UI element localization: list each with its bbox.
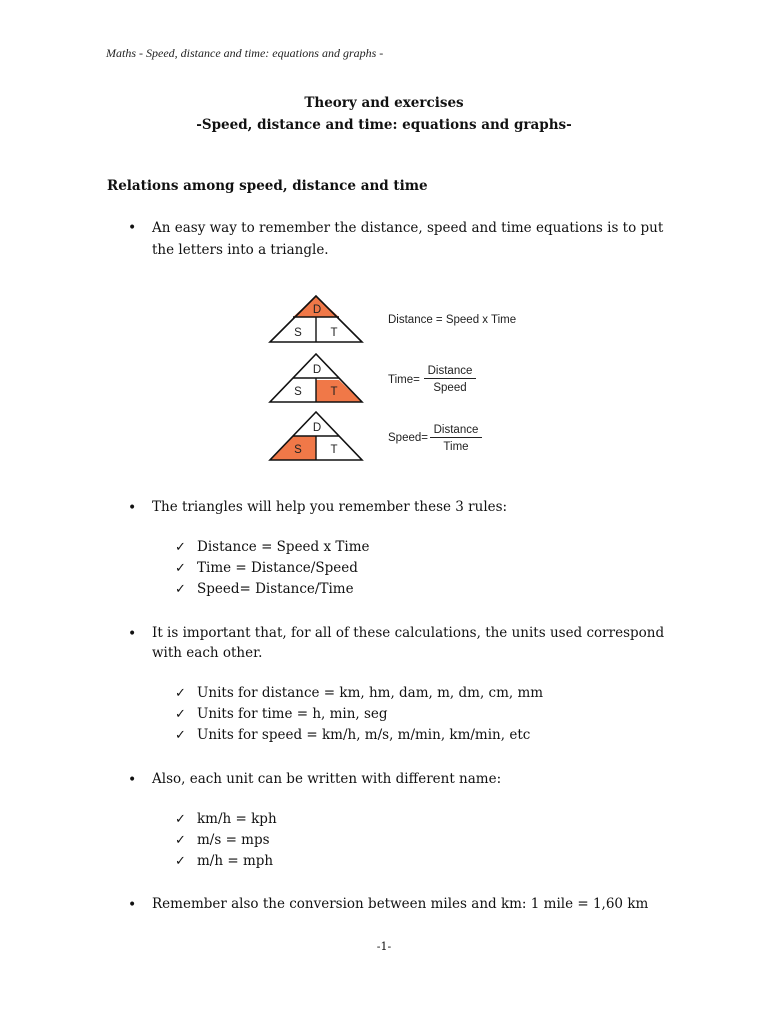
check-icon: ✓	[175, 561, 186, 576]
rule-item: Speed= Distance/Time	[197, 581, 354, 597]
bullet-1-line-2: the letters into a triangle.	[152, 242, 329, 258]
title-line-1: Theory and exercises	[304, 95, 464, 111]
tri2-d: D	[312, 364, 322, 376]
rule-item: Time = Distance/Speed	[197, 560, 358, 576]
tri2-s: S	[294, 386, 302, 398]
bullet-4-text: Also, each unit can be written with different name:	[152, 771, 502, 787]
equation-speed-denominator: Time	[443, 441, 469, 453]
bullet-marker: •	[128, 220, 137, 236]
equation-time-denominator: Speed	[433, 382, 467, 394]
tri3-s: S	[294, 444, 302, 456]
running-header: Maths - Speed, distance and time: equations and graphs -	[106, 46, 384, 60]
title-line-2: -Speed, distance and time: equations and graphs-	[196, 117, 572, 133]
check-icon: ✓	[175, 833, 186, 848]
check-icon: ✓	[175, 854, 186, 869]
alias-item: m/h = mph	[197, 853, 274, 869]
equation-speed-numerator: Distance	[430, 424, 482, 438]
section-heading: Relations among speed, distance and time	[107, 178, 428, 194]
alias-item: m/s = mps	[197, 832, 270, 848]
bullet-marker: •	[128, 626, 137, 642]
bullet-2-text: The triangles will help you remember these 3 rules:	[152, 499, 508, 515]
equation-distance: Distance = Speed x Time	[388, 314, 517, 326]
page-number: -1-	[376, 940, 392, 953]
equation-speed-label: Speed=	[388, 432, 428, 444]
triangle-diagram	[265, 290, 375, 465]
triangle-speed	[270, 412, 362, 460]
triangle-2-shapes	[270, 354, 362, 402]
tri3-t: T	[330, 444, 338, 456]
check-icon: ✓	[175, 540, 186, 555]
bullet-3-line-2: with each other.	[152, 645, 263, 661]
tri1-d: D	[312, 304, 322, 316]
triangle-distance	[270, 296, 362, 342]
check-icon: ✓	[175, 686, 186, 701]
bullet-1-line-1: An easy way to remember the distance, speed and time equations is to put	[152, 220, 664, 236]
alias-item: km/h = kph	[197, 811, 277, 827]
tri1-t: T	[330, 327, 338, 339]
check-icon: ✓	[175, 812, 186, 827]
equation-time-numerator: Distance	[424, 365, 476, 379]
check-icon: ✓	[175, 728, 186, 743]
equation-time-label: Time=	[388, 374, 420, 386]
unit-item: Units for time = h, min, seg	[197, 706, 388, 722]
bullet-3-line-1: It is important that, for all of these calculations, the units used correspond	[152, 625, 665, 641]
unit-item: Units for speed = km/h, m/s, m/min, km/min, etc	[197, 727, 531, 743]
tri2-t: T	[330, 386, 338, 398]
bullet-marker: •	[128, 897, 137, 913]
bullet-marker: •	[128, 500, 137, 516]
bullet-5-text: Remember also the conversion between miles and km: 1 mile = 1,60 km	[152, 896, 649, 912]
rule-item: Distance = Speed x Time	[197, 539, 370, 555]
bullet-marker: •	[128, 772, 137, 788]
unit-item: Units for distance = km, hm, dam, m, dm, cm, mm	[197, 685, 544, 701]
tri1-s: S	[294, 327, 302, 339]
tri3-d: D	[312, 422, 322, 434]
check-icon: ✓	[175, 582, 186, 597]
check-icon: ✓	[175, 707, 186, 722]
